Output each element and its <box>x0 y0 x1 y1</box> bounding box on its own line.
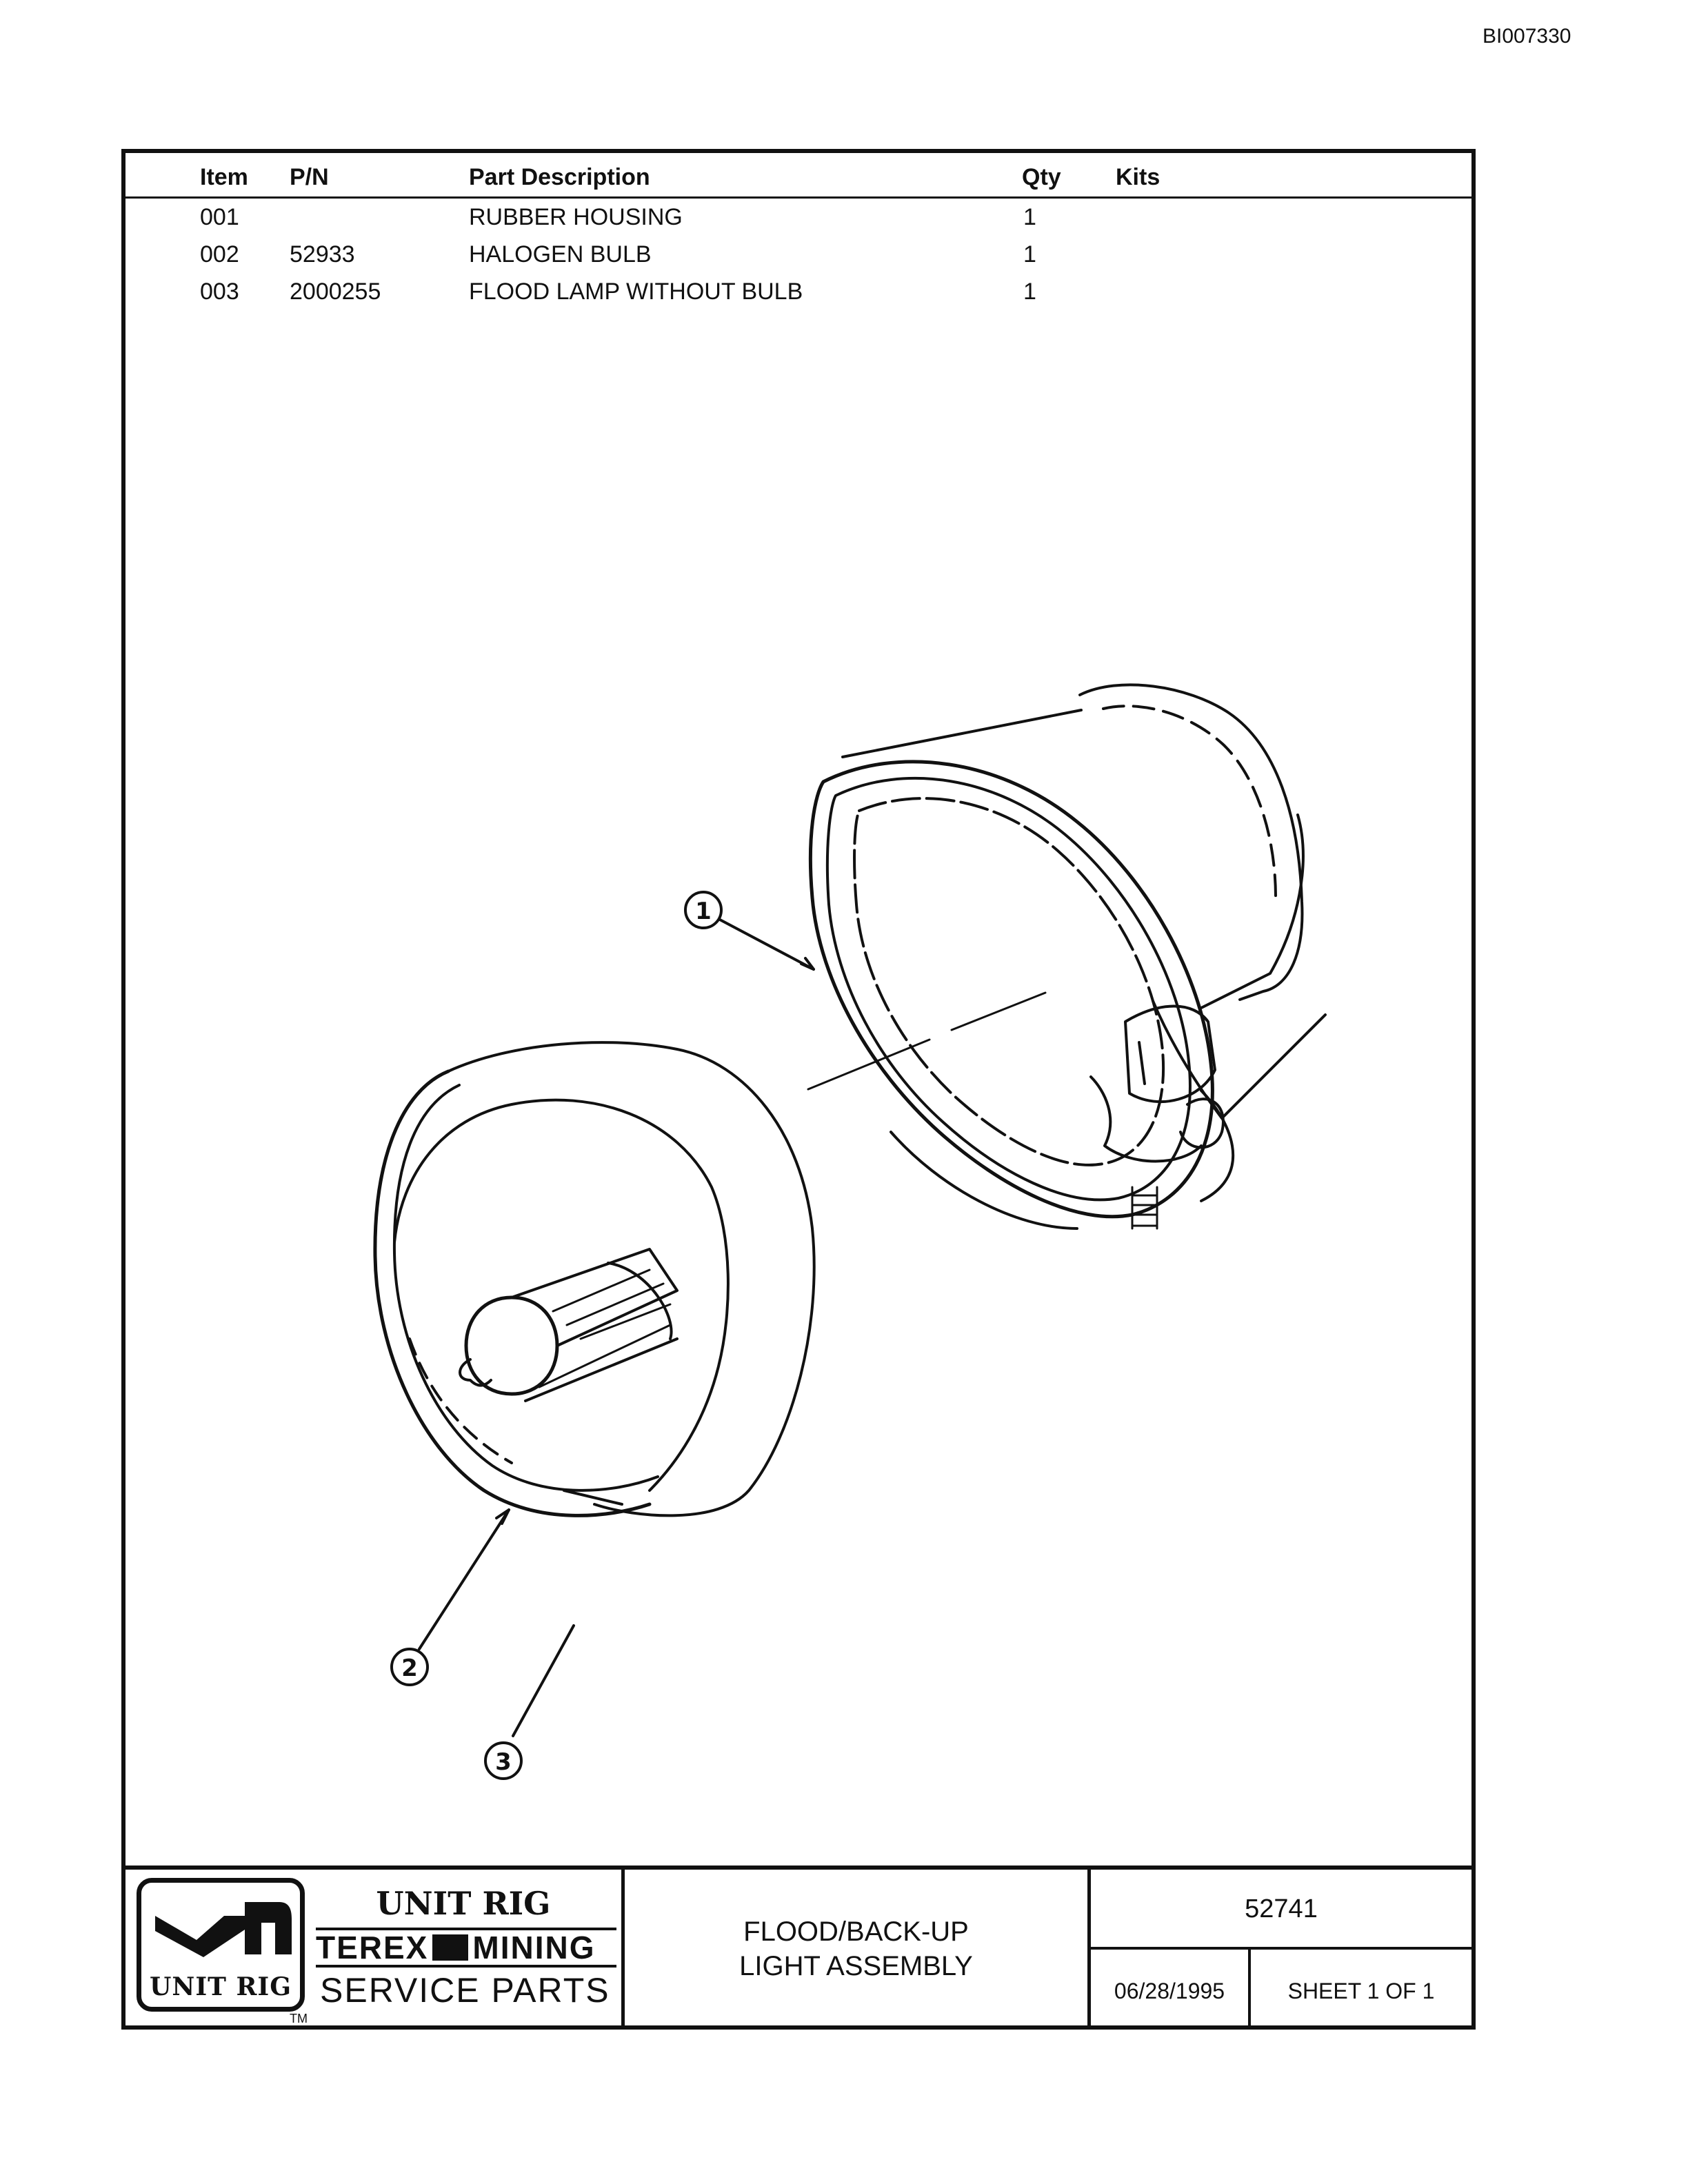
row-item: 003 <box>200 279 239 305</box>
brand-terex: TEREX <box>316 1930 429 1965</box>
header-part-number: P/N <box>290 164 329 190</box>
callout-1 <box>685 892 721 928</box>
brand-terex-mining <box>316 1928 616 1968</box>
drawing-title <box>625 1870 1091 2025</box>
header-item: Item <box>200 164 248 190</box>
callout-2 <box>392 1649 428 1685</box>
callout-1-label: 1 <box>695 898 712 925</box>
rubber-housing-drawing <box>810 685 1325 1228</box>
document-id: BI007330 <box>1483 25 1571 48</box>
brand-mining: MINING <box>472 1930 596 1965</box>
header-kits: Kits <box>1116 164 1160 190</box>
row-qty: 1 <box>1023 204 1036 230</box>
brand-unit-rig: UNIT RIG <box>376 1885 551 1922</box>
header-description: Part Description <box>469 164 650 190</box>
callout-3-label: 3 <box>495 1748 512 1776</box>
drawing-sheet <box>121 149 1476 2030</box>
halogen-bulb-drawing <box>460 1249 677 1401</box>
flood-lamp-drawing <box>375 1042 814 1515</box>
drawing-number: 52741 <box>1091 1870 1471 1950</box>
logo-wordmark: UNIT RIG <box>150 1972 292 2001</box>
row-part-number: 52933 <box>290 241 355 267</box>
exploded-view-illustration <box>125 153 1471 1877</box>
brand-service-parts: SERVICE PARTS <box>320 1971 610 2010</box>
unit-rig-logo <box>137 1878 305 2012</box>
row-item: 002 <box>200 241 239 267</box>
drawing-info <box>1091 1870 1471 2025</box>
row-item: 001 <box>200 204 239 230</box>
title-line-2: LIGHT ASSEMBLY <box>739 1951 973 1981</box>
row-description: FLOOD LAMP WITHOUT BULB <box>469 279 803 305</box>
row-qty: 1 <box>1023 241 1036 267</box>
drawing-date: 06/28/1995 <box>1091 1950 1251 2025</box>
header-qty: Qty <box>1022 164 1061 190</box>
title-block <box>125 1866 1471 2025</box>
row-description: HALOGEN BULB <box>469 241 652 267</box>
trademark-mark: TM <box>290 2012 308 2025</box>
terex-emblem-icon <box>432 1934 468 1961</box>
company-logo-area <box>125 1870 625 2025</box>
row-description: RUBBER HOUSING <box>469 204 683 230</box>
row-part-number: 2000255 <box>290 279 381 305</box>
title-line-1: FLOOD/BACK-UP <box>743 1917 969 1947</box>
unit-rig-emblem-icon <box>141 1888 300 1964</box>
row-qty: 1 <box>1023 279 1036 305</box>
callout-3 <box>485 1743 521 1779</box>
callout-2-label: 2 <box>401 1655 418 1682</box>
sheet-count: SHEET 1 OF 1 <box>1287 1979 1435 2003</box>
